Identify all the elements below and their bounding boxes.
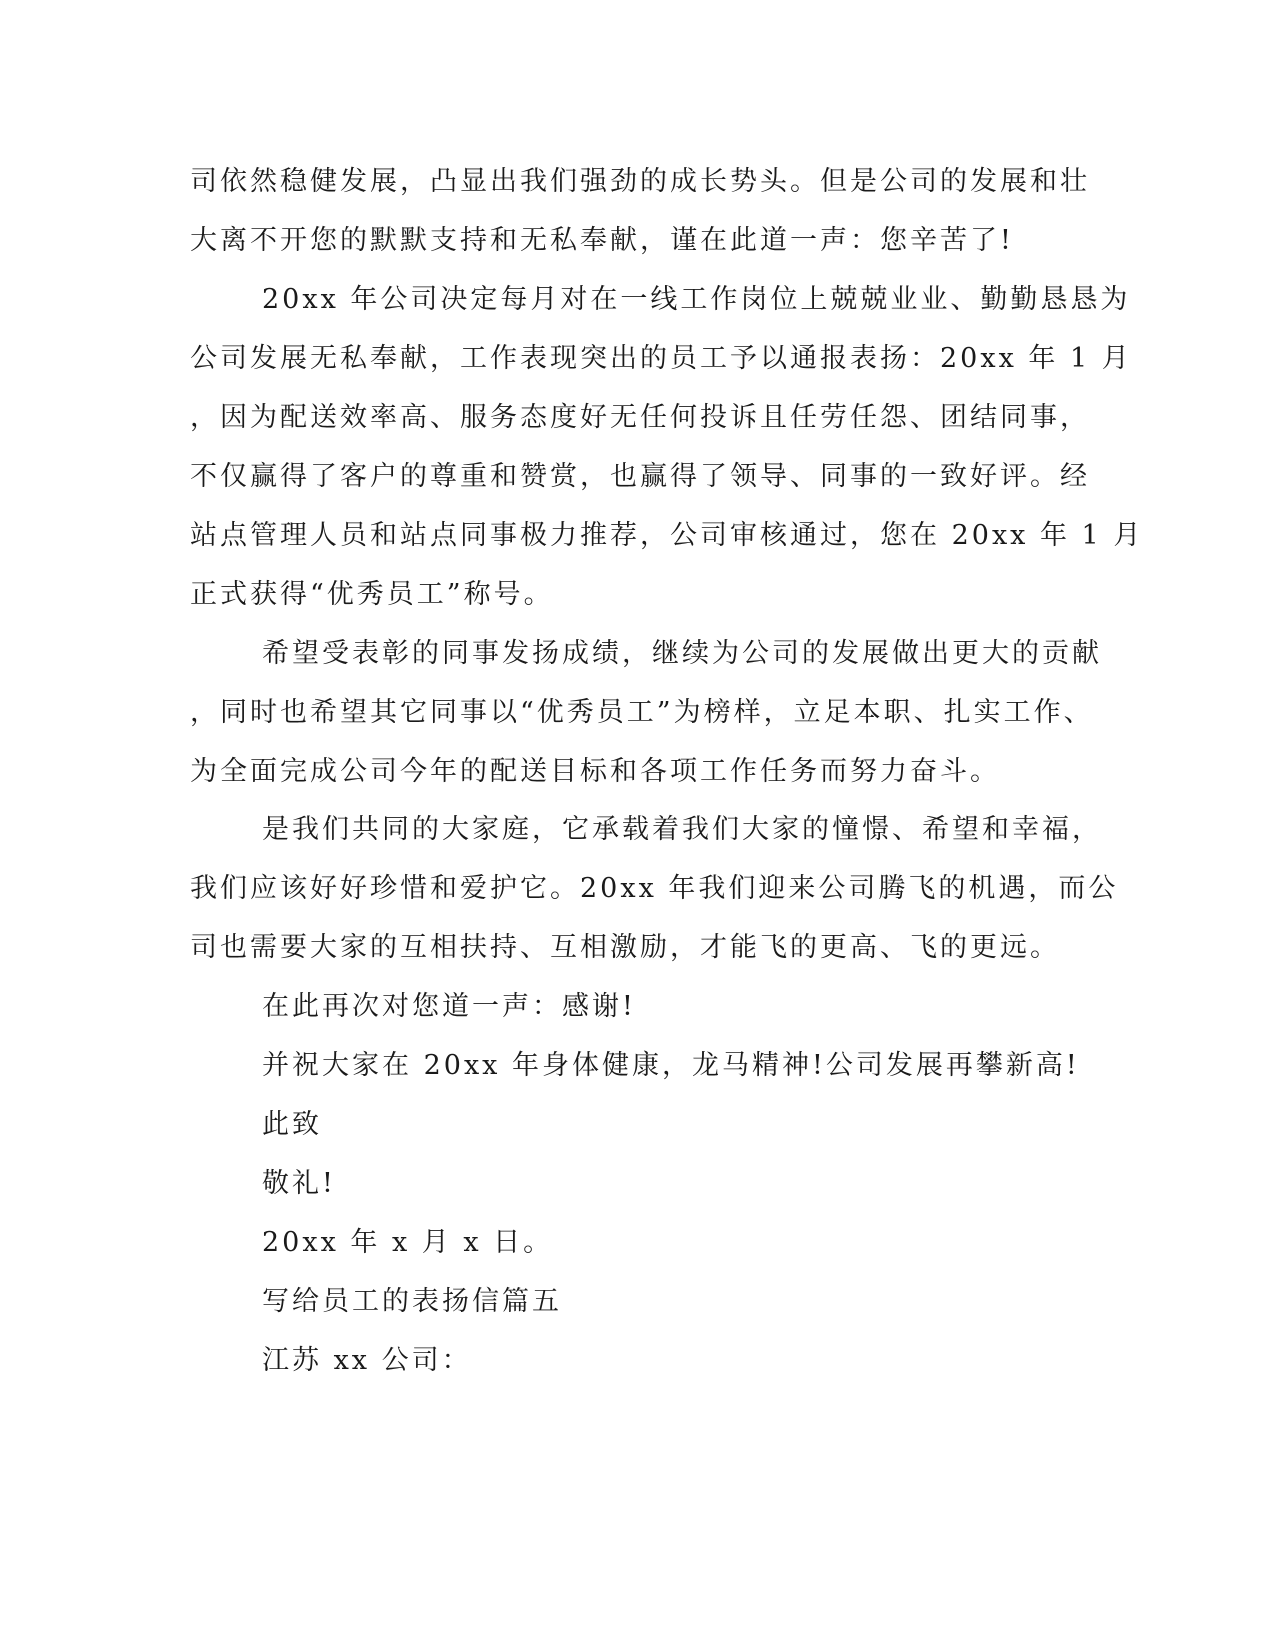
paragraph-line: 并祝大家在 20xx 年身体健康，龙马精神!公司发展再攀新高! <box>262 1050 1080 1081</box>
paragraph-line: 希望受表彰的同事发扬成绩，继续为公司的发展做出更大的贡献 <box>262 638 1102 669</box>
paragraph-line: 正式获得“优秀员工”称号。 <box>190 579 554 610</box>
paragraph-line: 不仅赢得了客户的尊重和赞赏，也赢得了领导、同事的一致好评。经 <box>190 461 1090 492</box>
paragraph-line: 司依然稳健发展，凸显出我们强劲的成长势头。但是公司的发展和壮 <box>190 166 1090 197</box>
date-line: 20xx 年 x 月 x 日。 <box>262 1227 554 1258</box>
paragraph-line: 司也需要大家的互相扶持、互相激励，才能飞的更高、飞的更远。 <box>190 932 1060 963</box>
paragraph-line: 公司发展无私奉献，工作表现突出的员工予以通报表扬：20xx 年 1 月 <box>190 343 1132 374</box>
paragraph-line: ，因为配送效率高、服务态度好无任何投诉且任劳任怨、团结同事， <box>190 402 1090 433</box>
paragraph-line: 在此再次对您道一声：感谢! <box>262 991 636 1022</box>
paragraph-line: 站点管理人员和站点同事极力推荐，公司审核通过，您在 20xx 年 1 月 <box>190 520 1144 551</box>
section-title: 写给员工的表扬信篇五 <box>262 1286 562 1317</box>
paragraph-line: 为全面完成公司今年的配送目标和各项工作任务而努力奋斗。 <box>190 756 1000 787</box>
salutation-line: 江苏 xx 公司： <box>262 1345 472 1376</box>
closing-line: 此致 <box>262 1109 322 1140</box>
paragraph-line: ，同时也希望其它同事以“优秀员工”为榜样，立足本职、扎实工作、 <box>190 697 1094 728</box>
closing-line: 敬礼! <box>262 1168 336 1199</box>
paragraph-line: 是我们共同的大家庭，它承载着我们大家的憧憬、希望和幸福， <box>262 814 1102 845</box>
paragraph-line: 我们应该好好珍惜和爱护它。20xx 年我们迎来公司腾飞的机遇，而公 <box>190 873 1119 904</box>
paragraph-line: 20xx 年公司决定每月对在一线工作岗位上兢兢业业、勤勤恳恳为 <box>262 284 1131 315</box>
paragraph-line: 大离不开您的默默支持和无私奉献，谨在此道一声：您辛苦了! <box>190 225 1014 256</box>
